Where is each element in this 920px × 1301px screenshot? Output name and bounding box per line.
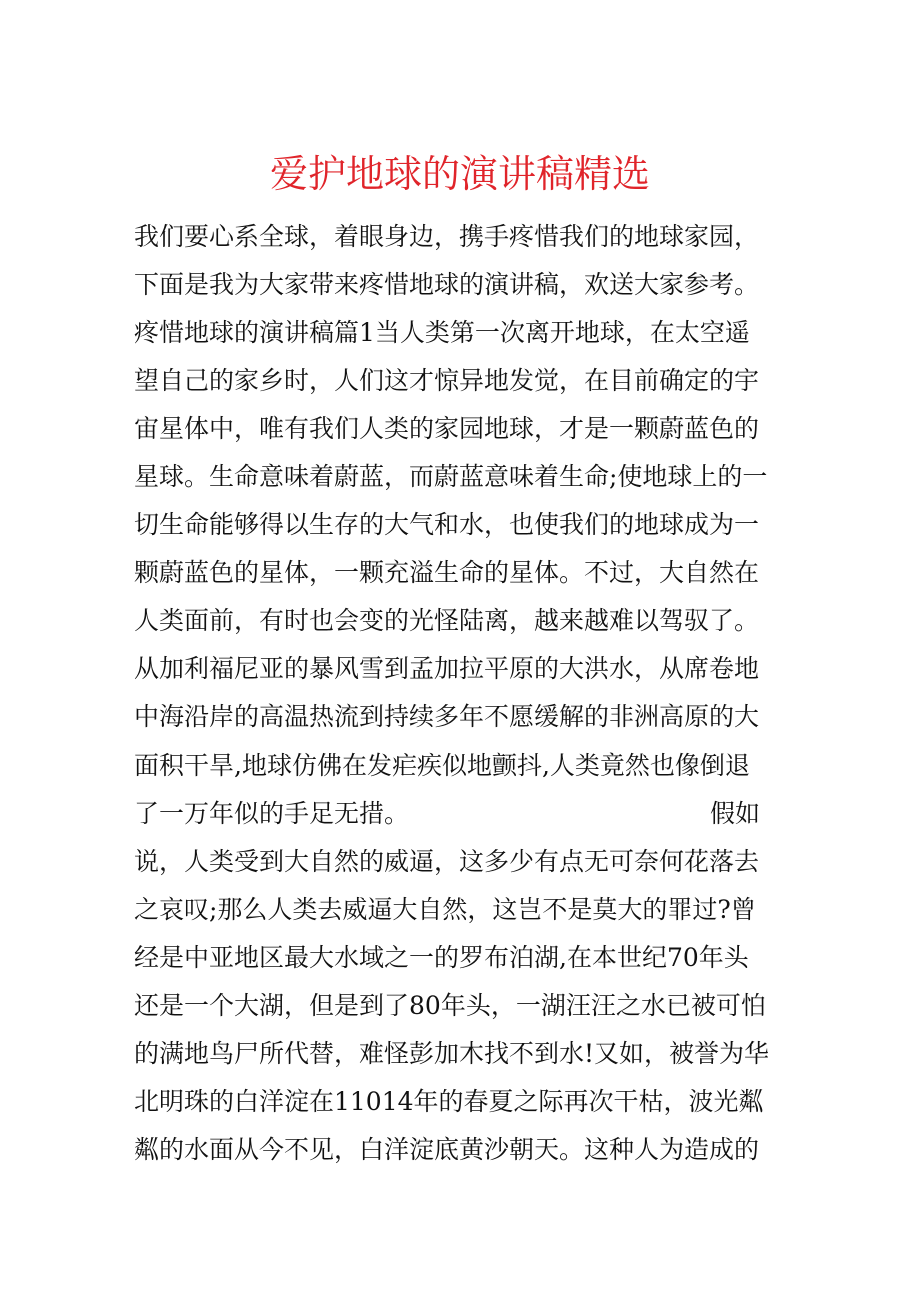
text-line: 粼的水面从今不见，白洋淀底黄沙朝天。这种人为造成的 [134,1134,760,1164]
text-line: 还是一个大湖，但是到了80年头，一湖汪汪之水已被可怕 [134,990,766,1020]
text-line: 面积干旱,地球仿佛在发疟疾似地颤抖,人类竟然也像倒退 [134,750,750,780]
text-line-right: 假如 [710,798,761,828]
text-line: 下面是我为大家带来疼惜地球的演讲稿，欢送大家参考。 [134,270,760,300]
text-line: 说，人类受到大自然的威逼，这多少有点无可奈何花落去 [134,846,760,876]
text-line: 经是中亚地区最大水域之一的罗布泊湖,在本世纪70年头 [134,942,749,972]
text-line: 望自己的家乡时，人们这才惊异地发觉，在目前确定的宇 [134,366,760,396]
text-line-left: 了一万年似的手足无措。 [134,798,410,828]
text-line: 我们要心系全球，着眼身边，携手疼惜我们的地球家园， [134,222,760,251]
text-line: 切生命能够得以生存的大气和水，也使我们的地球成为一 [134,510,760,540]
text-line: 之哀叹;那么人类去威逼大自然，这岂不是莫大的罪过?曾 [134,894,756,924]
text-line: 的满地鸟尸所代替，难怪彭加木找不到水!又如，被誉为华 [134,1038,770,1068]
text-line: 颗蔚蓝色的星体，一颗充溢生命的星体。不过，大自然在 [134,558,760,588]
text-line: 宙星体中，唯有我们人类的家园地球，才是一颗蔚蓝色的 [134,414,760,444]
text-line: 中海沿岸的高温热流到持续多年不愿缓解的非洲高原的大 [134,702,760,732]
text-line: 人类面前，有时也会变的光怪陆离，越来越难以驾驭了。 [134,606,760,636]
document-title: 爱护地球的演讲稿精选 [269,152,650,196]
text-line: 北明珠的白洋淀在11014年的春夏之际再次干枯，波光粼 [134,1086,764,1116]
text-line-split [134,790,794,838]
text-line: 疼惜地球的演讲稿篇1当人类第一次离开地球，在太空遥 [134,318,750,348]
text-line: 从加利福尼亚的暴风雪到孟加拉平原的大洪水，从席卷地 [134,654,760,684]
text-line: 星球。生命意味着蔚蓝，而蔚蓝意味着生命;使地球上的一 [134,462,768,492]
document-body [134,213,794,1174]
